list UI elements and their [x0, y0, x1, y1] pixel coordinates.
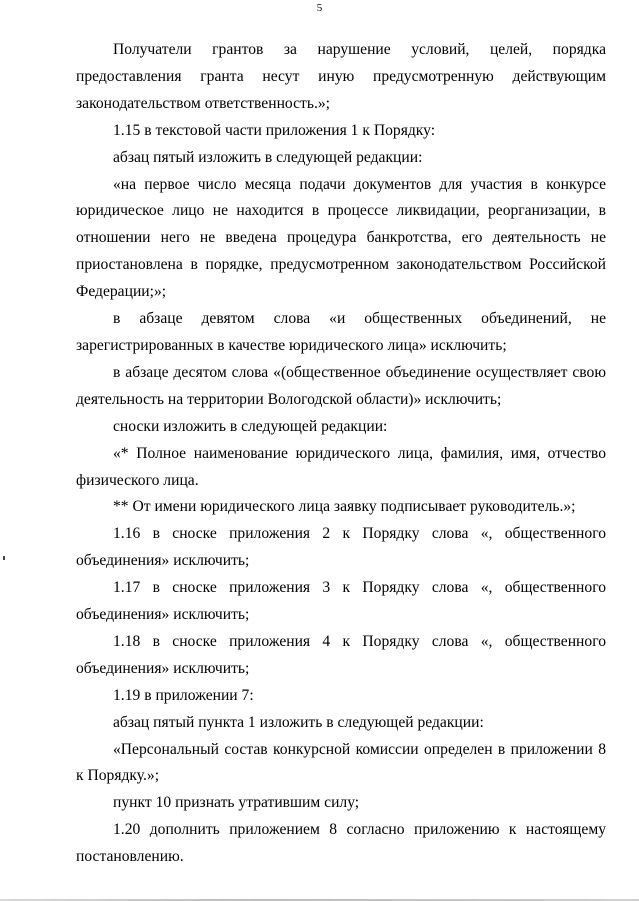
paragraph-tenth-abzac: в абзаце десятом слова «(общественное объединение осуществляет свою деятельность на территории Вологодской области)» исключить;	[76, 363, 606, 408]
document-body	[76, 37, 606, 871]
paragraph-item-1-18: 1.18 в сноске приложения 4 к Порядку слова «, общественного объединения» исключить;	[76, 632, 606, 677]
paragraph-footnote-2: ** От имени юридического лица заявку подписывает руководитель.»;	[113, 498, 576, 516]
paragraph-item-1-19: 1.19 в приложении 7:	[113, 686, 254, 704]
page-number: 5	[316, 2, 323, 14]
paragraph-item-1-16: 1.16 в сноске приложения 2 к Порядку слова «, общественного объединения» исключить;	[76, 525, 606, 570]
paragraph-point-10: пункт 10 признать утратившим силу;	[113, 794, 360, 812]
paragraph-item-1-20: 1.20 дополнить приложением 8 согласно приложению к настоящему постановлению.	[76, 821, 606, 866]
paragraph-commission-quote: «Персональный состав конкурсной комиссии определен в приложении 8 к Порядку.»;	[76, 740, 606, 785]
paragraph-first-day-quote: «на первое число месяца подачи документов для участия в конкурсе юридическое лицо не находится в процессе ликвидации, реорганизации, в отношении него не введена процедура банкротства, его деятельность не приостановлена в порядке, предусмотренном законодательством Российской Федерации;»;	[76, 175, 606, 301]
paragraph-item-1-17: 1.17 в сноске приложения 3 к Порядку слова «, общественного объединения» исключить;	[76, 579, 606, 624]
paragraph-fifth-abzac: абзац пятый изложить в следующей редакции:	[113, 148, 423, 166]
paragraph-footnote-1: «* Полное наименование юридического лица, фамилия, имя, отчество физического лица.	[76, 444, 606, 489]
paragraph-liability: Получатели грантов за нарушение условий, целей, порядка предоставления гранта несут иную предусмотренную действующим законодательством ответственность.»;	[76, 41, 606, 112]
scan-edge-mark	[3, 556, 5, 560]
paragraph-footnotes-intro: сноски изложить в следующей редакции:	[113, 417, 388, 435]
paragraph-point-1-abzac: абзац пятый пункта 1 изложить в следующей редакции:	[113, 713, 484, 731]
paragraph-item-1-15: 1.15 в текстовой части приложения 1 к Порядку:	[113, 121, 436, 139]
paragraph-ninth-abzac: в абзаце девятом слова «и общественных объединений, не зарегистрированных в качестве юридического лица» исключить;	[76, 310, 606, 354]
